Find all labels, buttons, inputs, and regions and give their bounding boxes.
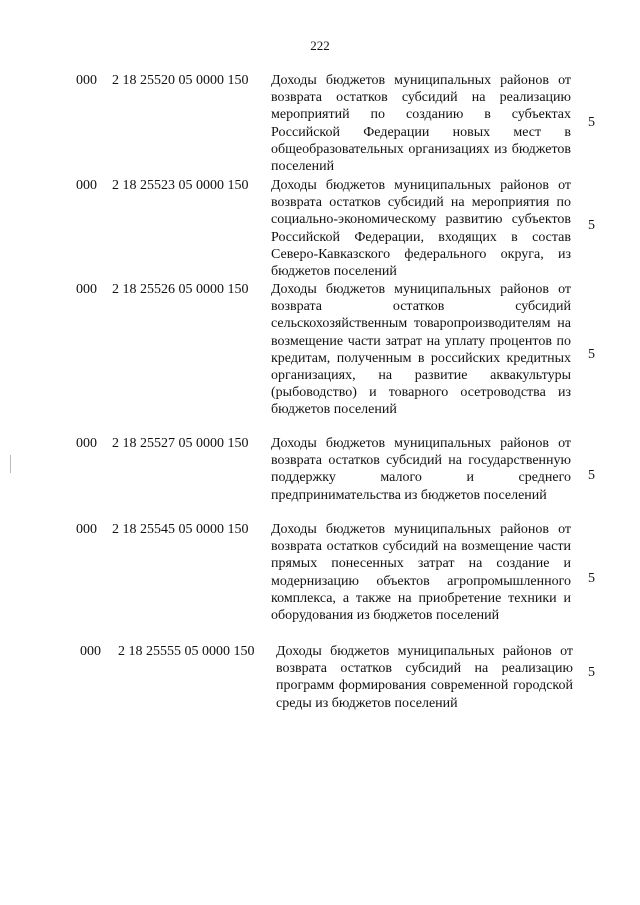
income-description: Доходы бюджетов муниципальных районов от возврата остатков субсидий на мероприятия по социально-экономическому развитию субъектов Российской Федерации, входящих в состав Северо-Кавказского федерального округа, из бюджетов поселений [271,178,571,280]
admin-code: 000 [76,178,97,193]
admin-code: 000 [76,282,97,297]
budget-classification-code: 2 18 25555 05 0000 150 [118,644,255,659]
admin-code: 000 [76,522,97,537]
income-description: Доходы бюджетов муниципальных районов от возврата остатков субсидий на государственную поддержку малого и среднего предпринимательства из бюджетов поселений [271,436,571,503]
page-number: 222 [310,38,330,53]
scan-edge-mark [10,455,11,473]
income-description: Доходы бюджетов муниципальных районов от возврата остатков субсидий сельскохозяйственным товаропроизводителям на возмещение части затрат на уплату процентов по кредитам, полученным в российских кредитных организациях, на развитие аквакультуры (рыбоводство) и товарного осетроводства из бюджетов поселений [271,282,571,418]
value-cell: 5 [588,347,595,362]
budget-classification-code: 2 18 25527 05 0000 150 [112,436,249,451]
value-cell: 5 [588,218,595,233]
admin-code: 000 [76,73,97,88]
value-cell: 5 [588,115,595,130]
value-cell: 5 [588,665,595,680]
admin-code: 000 [76,436,97,451]
income-description: Доходы бюджетов муниципальных районов от возврата остатков субсидий на реализацию программ формирования современной городской среды из бюджетов поселений [276,644,573,711]
value-cell: 5 [588,571,595,586]
income-description: Доходы бюджетов муниципальных районов от возврата остатков субсидий на реализацию мероприятий по созданию в субъектах Российской Федерации новых мест в общеобразовательных организациях из бюджетов поселений [271,73,571,175]
value-cell: 5 [588,468,595,483]
admin-code: 000 [80,644,101,659]
budget-classification-code: 2 18 25526 05 0000 150 [112,282,249,297]
budget-classification-code: 2 18 25545 05 0000 150 [112,522,249,537]
budget-classification-code: 2 18 25523 05 0000 150 [112,178,249,193]
income-description: Доходы бюджетов муниципальных районов от возврата остатков субсидий на возмещение части прямых понесенных затрат на создание и модернизацию объектов агропромышленного комплекса, а также на приобретение техники и оборудования из бюджетов поселений [271,522,571,624]
budget-classification-code: 2 18 25520 05 0000 150 [112,73,249,88]
